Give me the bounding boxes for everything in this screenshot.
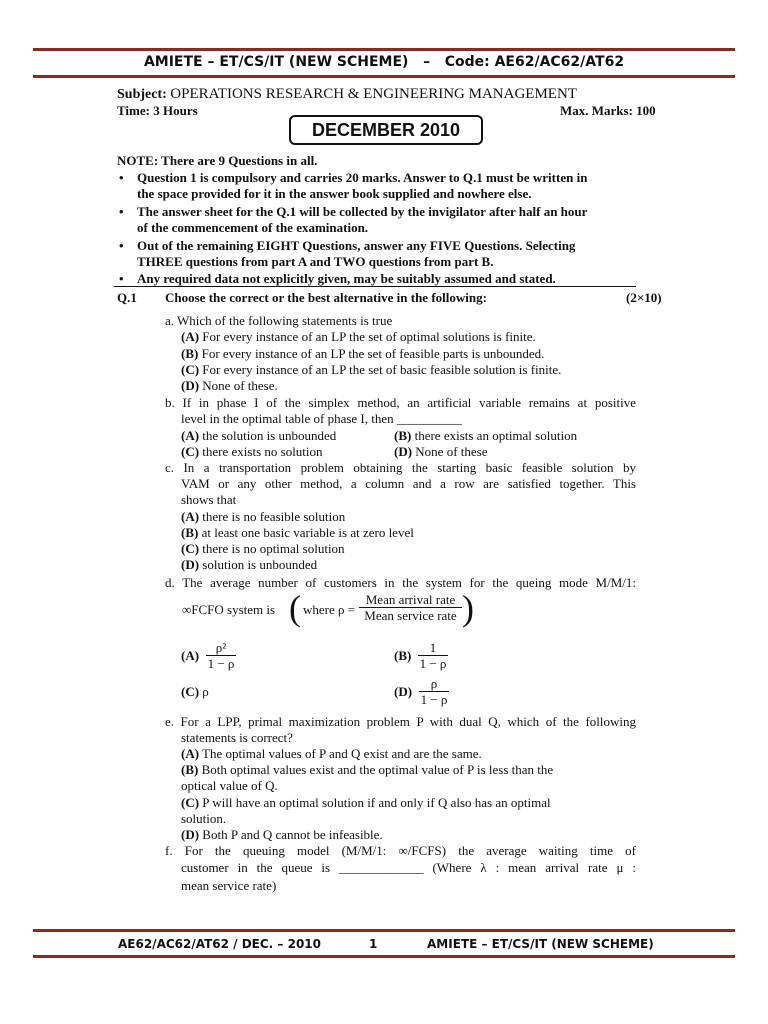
fraction-denominator: 1 − ρ [207,656,235,671]
qc-option-b: (B) at least one basic variable is at zero level [181,525,414,540]
q1-marks: (2×10) [626,290,662,305]
note-3-line-2: THREE questions from part A and TWO questions from part B. [137,254,494,269]
qd-option-d-tag: (D) [394,684,413,699]
qa-option-a: (A) For every instance of an LP the set of optimal solutions is finite. [181,329,536,344]
note-4: Any required data not explicitly given, may be suitably assumed and stated. [137,271,556,286]
note-1-line-2: the space provided for it in the answer book supplied and nowhere else. [137,186,532,201]
note-intro: NOTE: There are 9 Questions in all. [117,153,318,168]
fraction-denominator: 1 − ρ [419,656,447,671]
qb-option-a: (A) the solution is unbounded [181,428,337,443]
qd-line-2: ∞FCFO system is [182,602,276,617]
qb-option-c: (C) there exists no solution [181,444,323,459]
qc-line-3: shows that [181,492,237,507]
qc-line-1: c. In a transportation problem obtaining the starting basic feasible solution by [165,460,636,475]
q1-instruction: Choose the correct or the best alternative in the following: [165,290,487,305]
notes-divider [114,286,636,287]
note-1-line-1: Question 1 is compulsory and carries 20 marks. Answer to Q.1 must be written in [137,170,588,185]
note-3-line-1: Out of the remaining EIGHT Questions, answer any FIVE Questions. Selecting [137,238,576,253]
qf-line-3: mean service rate) [181,878,277,893]
max-marks: Max. Marks: 100 [560,103,656,118]
fraction-numerator: 1 [429,640,437,655]
subject-label: Subject: [117,87,167,102]
qe-line-2: statements is correct? [181,730,293,745]
qd-option-d-fraction [419,676,449,707]
top-rule-lower [33,75,735,78]
right-paren: ) [462,588,474,628]
qe-option-d: (D) Both P and Q cannot be infeasible. [181,827,383,842]
time-allowed: Time: 3 Hours [117,103,198,118]
bullet: • [119,271,124,286]
footer-rule-lower [33,955,735,958]
qf-line-2: customer in the queue is _____________ (Where λ : mean arrival rate μ : [181,860,636,875]
qf-line-1: f. For the queuing model (M/M/1: ∞/FCFS) the average waiting time of [165,843,636,858]
qc-option-c: (C) there is no optimal solution [181,541,345,556]
left-paren: ( [289,588,301,628]
fraction-numerator: Mean arrival rate [365,592,456,607]
footer-rule [33,929,735,932]
qd-option-b-fraction [418,640,448,671]
qd-option-a-fraction [206,640,236,671]
qd-option-b-tag: (B) [394,648,412,663]
fraction-numerator: ρ [430,676,438,691]
qd-option-c: (C) ρ [181,684,209,699]
qc-option-a: (A) there is no feasible solution [181,509,346,524]
exam-header: AMIETE – ET/CS/IT (NEW SCHEME) – Code: AE62/AC62/AT62 [143,54,625,70]
rho-definition-fraction [359,592,462,623]
qb-line-2: level in the optimal table of phase I, then __________ [181,411,462,426]
footer-code: AE62/AC62/AT62 / DEC. – 2010 [118,937,321,951]
qa-stem: a. Which of the following statements is true [165,313,393,328]
subject-name: OPERATIONS RESEARCH & ENGINEERING MANAGEMENT [170,86,577,102]
qe-option-b: (B) Both optimal values exist and the optimal value of P is less than the [181,762,554,777]
fraction-denominator: Mean service rate [359,607,462,623]
qc-option-d: (D) solution is unbounded [181,557,318,572]
top-rule [33,48,735,51]
qa-option-b: (B) For every instance of an LP the set of feasible parts is unbounded. [181,346,545,361]
qd-line-1: d. The average number of customers in the system for the queing mode M/M/1: [165,575,636,590]
qe-option-c: (C) P will have an optimal solution if and only if Q also has an optimal [181,795,551,810]
qc-line-2: VAM or any other method, a column and a row are satisfied together. This [181,476,636,491]
q1-number: Q.1 [117,290,137,305]
qe-option-c-cont: solution. [181,811,227,826]
qe-option-b-cont: optical value of Q. [181,778,278,793]
footer-scheme: AMIETE – ET/CS/IT (NEW SCHEME) [427,937,654,951]
qe-option-a: (A) The optimal values of P and Q exist and are the same. [181,746,482,761]
exam-date-box: DECEMBER 2010 [289,115,483,145]
note-2-line-2: of the commencement of the examination. [137,220,369,235]
qa-option-c: (C) For every instance of an LP the set of basic feasible solution is finite. [181,362,562,377]
fraction-denominator: 1 − ρ [420,692,448,707]
fraction-numerator: ρ² [215,640,227,655]
bullet: • [119,170,124,185]
page-number: 1 [369,937,378,951]
qe-line-1: e. For a LPP, primal maximization problem P with dual Q, which of the following [165,714,636,729]
bullet: • [119,238,124,253]
qb-line-1: b. If in phase I of the simplex method, an artificial variable remains at positive [165,395,636,410]
qa-option-d: (D) None of these. [181,378,278,393]
subject-line [117,86,577,103]
qd-option-a-tag: (A) [181,648,200,663]
qd-where-label: where ρ = [303,602,356,617]
note-2-line-1: The answer sheet for the Q.1 will be collected by the invigilator after half an hour [137,204,588,219]
qb-option-b: (B) there exists an optimal solution [394,428,578,443]
qb-option-d: (D) None of these [394,444,488,459]
bullet: • [119,204,124,219]
